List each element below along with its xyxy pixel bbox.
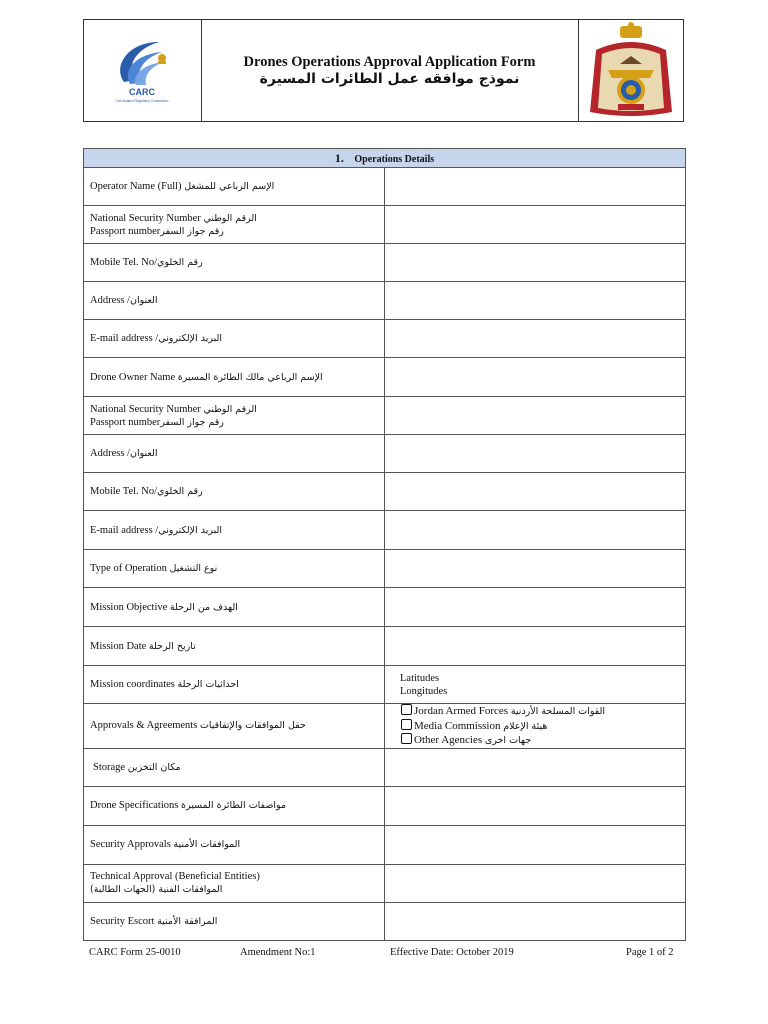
national-security-field[interactable] <box>385 206 686 244</box>
checkbox[interactable] <box>401 733 412 744</box>
technical-approval-field[interactable] <box>385 864 686 902</box>
form-row <box>84 627 686 666</box>
mission-objective-field[interactable] <box>385 588 686 627</box>
form-row <box>84 282 686 320</box>
checkbox[interactable] <box>401 704 412 715</box>
approvals-label: Approvals & Agreements حقل الموافقات والإتفاقيات <box>84 704 385 749</box>
form-row <box>84 511 686 550</box>
storage-label: Storage مكان التخزين <box>84 748 385 786</box>
email-field[interactable] <box>385 320 686 358</box>
owner-national-security-field[interactable] <box>385 397 686 435</box>
section-header <box>84 149 686 168</box>
owner-mobile-label: Mobile Tel. No/رقم الخلوي <box>84 473 385 511</box>
owner-mobile-field[interactable] <box>385 473 686 511</box>
form-row <box>84 864 686 902</box>
footer-page-number: Page 1 of 2 <box>626 947 674 958</box>
mission-date-label: Mission Date تاريخ الرحلة <box>84 627 385 666</box>
security-escort-label: Security Escort المرافقة الأمنية <box>84 902 385 940</box>
owner-email-field[interactable] <box>385 511 686 550</box>
email-label: E-mail address /البريد الإلكتروني <box>84 320 385 358</box>
operator-name-field[interactable] <box>385 168 686 206</box>
mission-objective-label: Mission Objective الهدف من الرحلة <box>84 588 385 627</box>
type-of-operation-field[interactable] <box>385 550 686 588</box>
form-row <box>84 244 686 282</box>
mission-coordinates-field[interactable] <box>385 666 686 704</box>
drone-owner-field[interactable] <box>385 358 686 397</box>
title-cell <box>201 20 579 121</box>
national-security-label: National Security Number الرقم الوطني Passport numberرقم جواز السفر <box>84 206 385 244</box>
security-approvals-field[interactable] <box>385 825 686 864</box>
form-header <box>83 19 684 122</box>
carc-logo-icon <box>84 20 201 123</box>
drone-owner-label: Drone Owner Name الإسم الرباعي مالك الطائرة المسيرة <box>84 358 385 397</box>
form-row <box>84 320 686 358</box>
storage-field[interactable] <box>385 748 686 786</box>
carc-logo-cell <box>84 20 202 121</box>
form-row <box>84 550 686 588</box>
crest-cell <box>578 20 683 121</box>
form-row <box>84 206 686 244</box>
address-field[interactable] <box>385 282 686 320</box>
form-row <box>84 786 686 825</box>
form-title-ar: نموذج موافقه عمل الطائرات المسيرة <box>259 71 520 87</box>
jordan-coat-of-arms-icon <box>578 20 684 123</box>
footer-form-number: CARC Form 25-0010 <box>89 947 181 958</box>
form-row <box>84 704 686 749</box>
form-row <box>84 902 686 940</box>
owner-national-security-label: National Security Number الرقم الوطني Passport numberرقم جواز السفر <box>84 397 385 435</box>
approvals-field <box>385 704 686 749</box>
drone-specifications-label: Drone Specifications مواصفات الطائرة المسيرة <box>84 786 385 825</box>
security-approvals-label: Security Approvals الموافقات الأمنية <box>84 825 385 864</box>
checkbox[interactable] <box>401 719 412 730</box>
logo-subtitle: Civil Aviation Regulatory Commission <box>115 99 169 103</box>
form-row <box>84 397 686 435</box>
form-row <box>84 748 686 786</box>
form-title-en: Drones Operations Approval Application Form <box>243 54 536 70</box>
form-row <box>84 168 686 206</box>
operator-name-label: Operator Name (Full) الإسم الرباعي للمشغل <box>84 168 385 206</box>
mission-coordinates-label: Mission coordinates احداثيات الرحلة <box>84 666 385 704</box>
form-row <box>84 825 686 864</box>
approval-option-other-agencies: Other Agencies جهات اخرى <box>401 733 679 748</box>
approval-option-armed-forces: Jordan Armed Forces القوات المسلحة الأردنية <box>401 704 679 719</box>
section-title: Operations Details <box>354 153 435 165</box>
form-row <box>84 358 686 397</box>
drone-specifications-field[interactable] <box>385 786 686 825</box>
security-escort-field[interactable] <box>385 902 686 940</box>
address-label: Address /العنوان <box>84 282 385 320</box>
mission-date-field[interactable] <box>385 627 686 666</box>
type-of-operation-label: Type of Operation نوع التشغيل <box>84 550 385 588</box>
form-row <box>84 588 686 627</box>
latitudes-label: Latitudes <box>400 672 440 684</box>
owner-address-field[interactable] <box>385 435 686 473</box>
footer-amendment: Amendment No:1 <box>240 947 316 958</box>
form-row <box>84 473 686 511</box>
approval-option-media-commission: Media Commission هيئة الإعلام <box>401 719 679 734</box>
section-number: 1. <box>334 150 344 165</box>
longitudes-label: Longitudes <box>400 685 448 697</box>
owner-email-label: E-mail address /البريد الإلكتروني <box>84 511 385 550</box>
owner-address-label: Address /العنوان <box>84 435 385 473</box>
form-row <box>84 666 686 704</box>
form-row <box>84 435 686 473</box>
mobile-label: Mobile Tel. No/رقم الخلوي <box>84 244 385 282</box>
logo-text: CARC <box>129 87 155 97</box>
footer-effective-date: Effective Date: October 2019 <box>390 947 514 958</box>
operations-details-form <box>83 148 686 941</box>
mobile-field[interactable] <box>385 244 686 282</box>
technical-approval-label: Technical Approval (Beneficial Entities) الموافقات الفنية (الجهات الطالبة) <box>84 864 385 902</box>
